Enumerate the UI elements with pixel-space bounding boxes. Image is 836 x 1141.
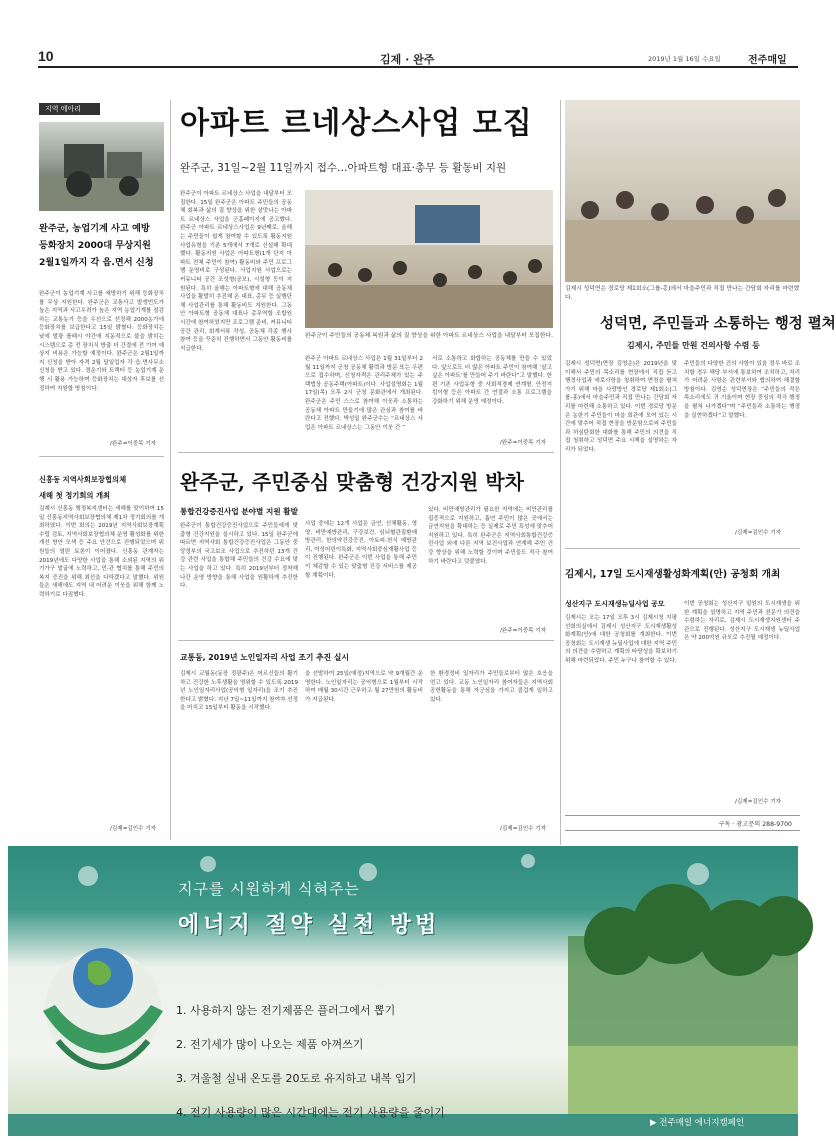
classified-box: [565, 815, 800, 831]
sidebar-vertical-rule: [170, 100, 171, 840]
headline-line: 등화장치 2000대 무상지원: [39, 240, 151, 251]
issue-date: 2019년 1월 16일 수요일: [648, 55, 721, 63]
ad-list-item: 3. 겨울철 실내 온도를 20도로 유지하고 내복 입기: [176, 1072, 417, 1085]
main2-body-d: 김제시 교월동(동장 정광주)은 어르신들의 활기차고 건강한 노후생활을 영위할 수 있도록 2019년 노인일자리사업(공익형 일자리)을 조기 추진한다고 밝혔다. 지난 7일~11일까지 참여자 선정을 마치고 15일부터 활동을 시작했다.: [180, 671, 298, 712]
main2-byline: /완주=이중목 기자: [500, 628, 547, 634]
main2-headline: 완주군, 주민중심 맞춤형 건강지원 박차: [180, 470, 524, 494]
main2-body-e: 을 선발하여 25일(예정)지역으로 약 9개월간 운영한다. 노인일자리는 공익형으로 1월부터 시작하여 매월 30시간 근무하고 월 27만원의 활동비가 지급된다.: [305, 671, 423, 703]
ad-title: 에너지 절약 실천 방법: [178, 913, 441, 938]
classroom-photo-illustration: [305, 190, 553, 328]
ad-footer: [650, 1116, 744, 1128]
ad-footer-label: 전주매일 에너지캠페인: [659, 1118, 745, 1128]
paper-name: 전주매일: [748, 55, 787, 66]
right2-headline: 김제시, 17일 도시재생활성화계획(안) 공청회 개최: [565, 569, 781, 580]
right1-col1-body: 김제시 성덕면(면장 김영순)은 2019년을 맞이해서 주민의 목소리를 현장에서 직접 듣고 행정사업과 애로사항을 청취하여 면정을 펼쳐가기 위해 마을 사랑방인 경로당 제1회소(그룹-홍)에서 마을주민과 직접 만나는 간담회 자리를 마련해 소통하고 있다. 이번 경로당 방문은 농한기 주민들이 마을 회관에 모여 있는 시간에 맞추어 직접 현장을 방문함으로써 주민들과 허심탄회한 대화를 통해 주민의 의견을 직접 청취하고 성덕면 주요 시책을 설명하는 자리가 되었다.: [565, 361, 677, 453]
sidebar-article2-headline: [39, 472, 164, 504]
ad-tagline: 지구를 시원하게 식혀주는: [178, 880, 360, 898]
ad-list-item: 4. 전기 사용량이 많은 시간대에는 전기 사용량을 줄이기: [176, 1106, 445, 1119]
center-vertical-rule: [560, 100, 561, 845]
right1-subheadline: 김제시, 주민들 만원 건의사항 수렴 등: [627, 341, 760, 350]
right1-photo: [565, 100, 800, 282]
main2-subhead2: 교통동, 2019년 노인일자리 사업 조기 추진 실시: [180, 653, 349, 662]
sidebar-photo: [39, 122, 164, 211]
headline-line: 새해 첫 정기회의 개최: [39, 491, 111, 500]
sidebar-divider: [39, 456, 164, 457]
right1-photo-caption: 김제시 성덕면은 경로당 제1회소(그룹-홍)에서 마을주민과 직접 만나는 간담회 자리를 마련했다.: [565, 286, 800, 301]
main2-byline2: /김제=김인수 기자: [500, 826, 547, 832]
main1-photo-caption: 완주군이 주민들의 공동체 복원과 삶의 질 향상을 위한 아파트 르네상스 사업을 내달부터 모집한다.: [305, 333, 553, 339]
energy-ad-banner: [8, 846, 798, 1136]
play-triangle-icon: ▶: [650, 1118, 657, 1128]
right2-subhead: 성산지구 도시재생뉴딜사업 공모: [565, 600, 665, 608]
main2-body-b: 사업 중에는 12개 사업은 금연, 신체활동, 영양, 비만예방관리, 구강보건, 심뇌혈관질환예방관리, 한의약건강증진, 아토피·천식 예방관리, 여성어린이특화, 지역사회중심재활사업 등이 진행된다. 완주군은 이번 사업을 통해 주민이 체감할 수 있는 맞춤형 건강 서비스를 제공할 계획이다.: [305, 521, 417, 579]
main1-col3-body: 서로 소통하고 화합하는 공동체를 만들 수 있었다. 앞으로도 더 많은 아파트 주민이 참여해 ‘살고 싶은 아파트’를 만들어 주기 바란다”고 말했다. 한편 기존 사업유형 중 사회적경제 연계형, 안전지킴이형 등은 아파트 간 연결과 소통 프로그램을 강화하기 위해 운영 예정이다.: [432, 356, 552, 405]
right1-byline: /김제=김인수 기자: [735, 530, 782, 536]
page-number: 10: [38, 48, 54, 64]
right1-headline: 성덕면, 주민들과 소통하는 행정 펼쳐: [600, 316, 836, 332]
main2-body-a: 완주군이 통합건강증진사업으로 주민들에게 맞춤형 건강지원을 실시하고 있다. 15일 완주군에 따르면 지역사회 통합건강증진사업은 그동안 중앙정부의 국고보조 사업으로 추진하던 13개 건강 관련 사업을 통합해 주민들의 건강 수요에 맞는 사업을 하고 있다. 특히 2019년부터 정착해 나간 운영 방향을 통해 사업을 원활하게 추진한다.: [180, 523, 298, 590]
right2-col2-body: 이번 공청회는 성산지구 일원의 도시재생을 위한 계획을 설명하고 지역 주민과 전문가 의견을 수렴하는 자리로, 김제시 도시재생지원센터 주관으로 진행된다. 성산지구 도시재생 뉴딜사업은 약 200억원 규모로 추진될 예정이다.: [684, 601, 800, 642]
sidebar-article1-headline: [39, 220, 164, 271]
right2-col1-body: 김제시는 오는 17일 오후 3시 김제시청 지평선회의실에서 김제시 성산지구 도시재생활성화계획(안)에 대한 공청회를 개최한다. 이번 공청회는 도시재생 뉴딜사업에 대한 지역 주민의 의견을 수렴하고 계획의 타당성을 확보하기 위해 마련되었다. 주민 누구나 참여할 수 있다.: [565, 615, 677, 664]
right1-divider: [565, 548, 800, 549]
main2-body-f: 한 환경정비 일자리가 주민들로부터 많은 호응을 얻고 있다. 교동 노인일자리 참여자들은 지역사회 공헌활동을 통해 자긍심을 가지고 즐겁게 일하고 있다.: [430, 671, 553, 703]
sidebar-badge: [39, 103, 100, 115]
main1-headline: 아파트 르네상스사업 모집: [180, 106, 533, 141]
ad-item-list: [176, 994, 596, 1130]
main1-col1-body: 완주군이 아파트 르네상스 사업을 내달부터 모집한다. 15일 완주군은 아파트 주민들의 공동체 회복과 삶의 질 향상을 위한 살맛나는 아파트 르네상스 사업을 군홈페이지에 공고했다. 완주군 아파트 르네상스사업은 9년째로, 올해는 주민들이 쉽게 참여할 수 있도록 활동지원 사업유형을 기존 5개에서 7개로 신설해 확대했다. 활동지원 사업은 아파트형(1개 단지 아파트 전체 주민이 참여) 활동비와 주민 프로그램 운영비로 구성된다. 사업지원 사업으로는 커뮤니티 공간 조성형(공모), 시설형 등이 지원된다. 특히 올해는 아파트형에 대해 공동체 사업을 활발히 추진해 온 대표, 총무 등 실행단체 사업관리를 통해 활동비도 지원한다. 그동안 아파트형 공동체 대표나 총무역할 조합원 시간에 참여하였지만 프로그램 준비, 커뮤니티 공간 관리, 회계서류 작성, 공동체 각종 행사 참여 등을 꾸준히 진행하면서 그동안 활동비를 지급한다.: [180, 191, 292, 352]
sidebar-badge-label: 지역 메아리: [45, 105, 82, 113]
main1-col2-body: 완주군 아파트 르네상스 사업은 1월 31일부터 2월 11일까지 군청 공동체 활력과 방문 또는 우편으로 접수하며, 신청자격은 관리주체가 있는 주택법상 공동주택(아파트)이다. 사업설명회는 1월 17일(목) 오후 2시 군청 문화관에서 개최된다. 완주군은 주민 스스로 참여해 이웃과 소통하는 공동체 아파트 만들기에 많은 관심과 참여를 바란다고 전했다. 박성일 완주군수는 “르네상스 사업은 아파트 르네상스는 그동안 이웃 간 ”: [305, 356, 423, 431]
right1-col2-body: 주민들의 다양한 건의 사항이 있을 경우 바로 조치할 경우 해당 부서에 통보하여 조치하고, 처리가 어려운 사항은 관련부서와 협의하여 해결할 방침이다. 김영순 성덕면장은 “주민들의 작은 목소리에도 귀 기울이며 현장 중심의 적극 행정을 펼쳐 나가겠다”며 “주민들과 소통하는 행정을 실현하겠다”고 말했다.: [684, 361, 800, 419]
main2-body-c: 있다. 비만예방관리가 필요한 지역에는 비만관리를 집중적으로 지원하고, 흡연 주민이 많은 곳에서는 금연지원을 확대하는 등 실제로 주민 특성에 맞추어 지원하고 있다. 특히 완주군은 지역사회통합건강증진사업 외에 다른 지역 보건사업과 연계해 주민 건강 향상을 위해 노력할 것이며 주민들도 적극 참여하기 바란다고 덧붙였다.: [428, 507, 553, 565]
main1-divider: [178, 452, 554, 453]
sidebar-article1-body: 완주군이 농업기계 사고를 예방하기 위해 등화장치를 무상 지원한다. 완주군은 교통사고 발생빈도가 높은 지역과 사고우려가 높은 지역 농업기계를 점검하는 교통농가 등을 우선으로 선정해 2000농가에 등화장치를 보급한다고 15일 밝혔다. 등화장치는 낮에 발광 플래시 야간에 지동적으로 불을 밝히는 시스템으로 총 전 장치식 방출 더 간결에 전 기여 예상지 비용은 가능할 예정이다. 완주군은 2월1일까지 신청을 받아 자격 2월 달일업자 각 읍.면사무소 신청을 받고 있다. 경운기와 트랙터 등 농업기계 운행 시 활용 가능하며 등화장치는 대상자 후보를 선정하여 지원할 방침이다.: [39, 291, 164, 392]
main1-subheadline: 완주군, 31일~2월 11일까지 접수…아파트형 대표·총무 등 활동비 지원: [180, 162, 507, 174]
tractor-photo-illustration: [39, 122, 164, 211]
header-rule: [38, 66, 798, 68]
meeting-photo-illustration: [565, 100, 800, 282]
ad-list-item: 2. 전기세가 많이 나오는 제품 아껴쓰기: [176, 1038, 364, 1051]
sidebar-article2-body: 김제시 신흥동 행정복지센터는 새해를 맞이하여 15일 신흥동지역사회보장협의체 제1차 정기회의를 개최하였다. 이번 회의는 2019년 지역사회보장계획 수립 검토, 지역사회보장협의체 운영 활성화를 위한 개선 방안 모색 등 주요 안건으로 진행되었으며 위원들의 열띤 토론이 이어졌다. 신흥동 관계자는 2019년에도 다양한 사업을 통해 소외된 지역의 위기가구 발굴에 노력하고, 민·관 협치를 통해 주민의 복지 증진을 위해 최선을 다하겠다고 말했다. 위원들은 새해에도 지역 내 어려운 이웃을 위해 함께 노력하기로 다짐했다.: [39, 506, 164, 598]
ad-list-item: 1. 사용하지 않는 전기제품은 플러그에서 뽑기: [176, 1004, 396, 1017]
headline-line: 2월1일까지 각 읍.면서 신청: [39, 257, 154, 268]
headline-line: 신흥동 지역사회보장협의체: [39, 475, 127, 484]
headline-line: 완주군, 농업기계 사고 예방: [39, 223, 150, 234]
sidebar-article1-byline: /완주=이중목 기자: [110, 441, 157, 447]
main1-photo: [305, 190, 553, 328]
classified-label: 구독 · 광고문의 288-9700: [718, 821, 792, 828]
section-title: 김제 · 완주: [380, 53, 435, 66]
main1-byline: /완주=이중목 기자: [500, 440, 547, 446]
right2-byline: /김제=김인수 기자: [735, 799, 782, 805]
sidebar-article2-byline: /김제=김인수 기자: [110, 826, 157, 832]
earth-hands-icon: [43, 948, 163, 1067]
main2-divider: [178, 640, 554, 641]
main2-subhead: 통합건강증진사업 분야별 지원 활발: [180, 507, 298, 516]
